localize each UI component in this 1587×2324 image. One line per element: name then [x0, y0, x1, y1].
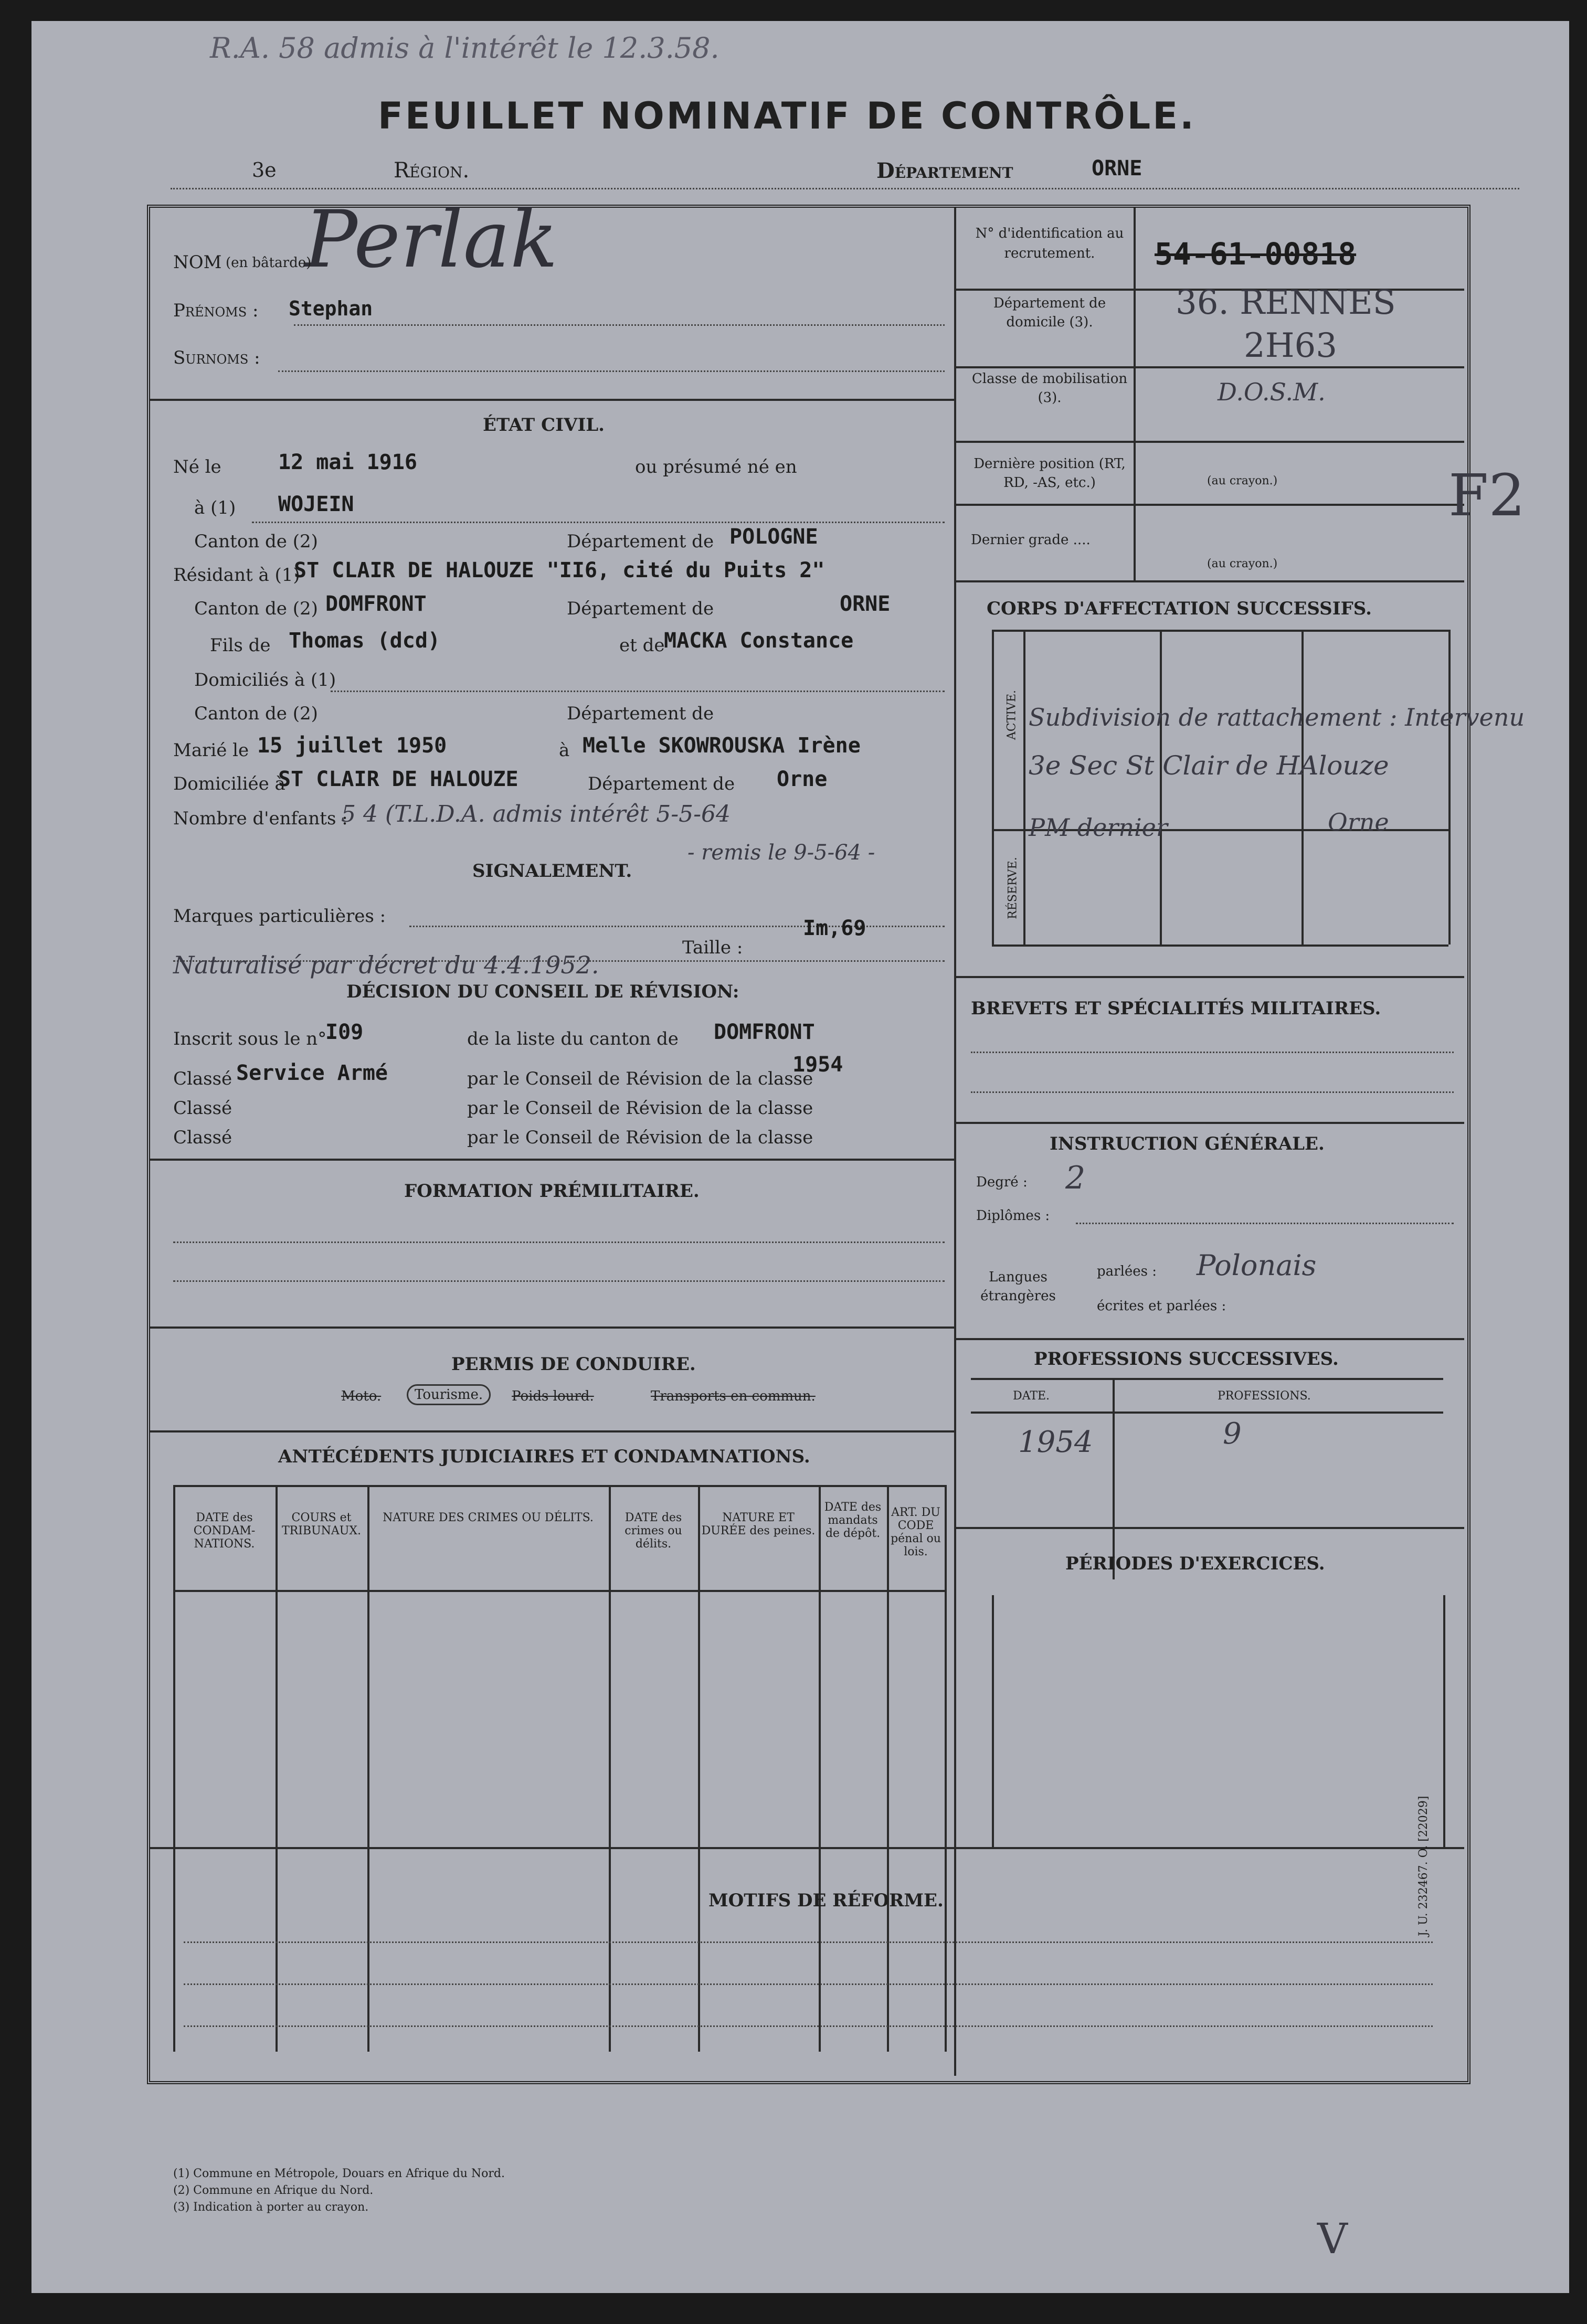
motifs-rule-3 [184, 2025, 1433, 2027]
departement-value: ORNE [1092, 156, 1142, 181]
domiciliee-label: Domiciliée à [173, 773, 285, 794]
dept-label: Département de [567, 531, 714, 552]
prenoms-label: Prénoms : [173, 300, 259, 321]
marie-label: Marié le [173, 740, 249, 761]
classe-label-2: Classé [173, 1098, 232, 1119]
antecedents-col-line [276, 1485, 278, 2052]
classe-mob-value: D.O.S.M. [1218, 378, 1326, 406]
antecedents-col-line [609, 1485, 611, 2052]
col-date-condamnations: DATE des CONDAM-NATIONS. [193, 1511, 256, 1551]
dept4-label: Département de [588, 773, 735, 794]
parlees-label: parlées : [1097, 1264, 1157, 1279]
right-section-rule [956, 1338, 1464, 1340]
epouse-value: Melle SKOWROUSKA Irène [583, 734, 861, 758]
permis-option-transports: Transports en commun. [651, 1388, 816, 1404]
corps-col-line [1302, 630, 1304, 945]
taille-label: Taille : [682, 937, 743, 958]
motifs-rule-1 [184, 1941, 1433, 1943]
nom-label: NOM [173, 252, 222, 273]
right-row-rule [956, 580, 1464, 582]
ne-le-value: 12 mai 1916 [278, 450, 417, 474]
section-rule [150, 399, 954, 401]
ecrites-label: écrites et parlées : [1097, 1298, 1226, 1314]
footnote-2: (2) Commune en Afrique du Nord. [173, 2184, 374, 2197]
brevets-heading: BREVETS ET SPÉCIALITÉS MILITAIRES. [971, 998, 1381, 1019]
nom-sub: (en bâtarde) [226, 255, 312, 271]
corps-col-line [1023, 630, 1025, 945]
dept-dom-label: Département de domicile (3). [993, 295, 1106, 330]
marie-value: 15 juillet 1950 [257, 734, 447, 758]
antecedents-table-top [173, 1485, 945, 1487]
formation-heading: FORMATION PRÉMILITAIRE. [404, 1181, 700, 1202]
taille-value: Im,69 [803, 916, 866, 940]
liste-value: DOMFRONT [714, 1020, 815, 1044]
antecedents-col-line [819, 1485, 821, 2052]
permis-option-moto: Moto. [341, 1388, 382, 1404]
periodes-col-line [992, 1595, 994, 1847]
a-label: à (1) [194, 497, 236, 518]
domicilies-rule [331, 691, 945, 692]
bottom-mark: V [1317, 2214, 1348, 2263]
section-rule [150, 1430, 954, 1432]
professions-header-rule [971, 1412, 1443, 1414]
langues-label: Langues étrangères [980, 1269, 1056, 1304]
corps-note-1: Subdivision de rattachement : Intervenu [1029, 703, 1525, 731]
parlees-value: Polonais [1197, 1249, 1317, 1282]
antecedents-header-rule [173, 1590, 945, 1592]
a-value: WOJEIN [278, 492, 354, 516]
au-crayon-2: (au crayon.) [1207, 557, 1278, 570]
antecedents-col-line [698, 1485, 700, 2052]
corps-col-line [1448, 630, 1451, 945]
et-de-label: et de [619, 635, 665, 656]
col-cours-tribunaux: COURS et TRIBUNAUX. [282, 1511, 361, 1537]
departement-label: Département [876, 158, 1013, 183]
degre-label: Degré : [976, 1174, 1028, 1190]
enfants-note: - remis le 9-5-64 - [687, 841, 875, 865]
id-value: 54-61-00818 [1155, 236, 1357, 272]
etat-civil-heading: ÉTAT CIVIL. [483, 415, 605, 436]
corps-heading: CORPS D'AFFECTATION SUCCESSIFS. [987, 598, 1372, 619]
dept3-label: Département de [567, 703, 714, 724]
dept-value: POLOGNE [729, 525, 818, 549]
section-rule [150, 1159, 954, 1161]
col-nature-crimes: NATURE DES CRIMES OU DÉLITS. [383, 1511, 594, 1524]
corps-note-4: Orne [1328, 808, 1389, 836]
motifs-rule-2 [184, 1983, 1433, 1985]
classe-mob-label: Classe de mobilisation (3). [971, 371, 1128, 406]
page-title: FEUILLET NOMINATIF DE CONTRÔLE. [378, 94, 1196, 137]
canton2-label: Canton de (2) [194, 598, 318, 619]
presume-label: ou présumé né en [635, 457, 797, 477]
id-label: N° d'identification au recrutement. [975, 226, 1124, 261]
periodes-col-line [1443, 1595, 1445, 1847]
corps-table-top [992, 630, 1448, 632]
right-label-divider [1134, 208, 1136, 580]
marques-label: Marques particulières : [173, 906, 386, 927]
antecedents-col-line [887, 1485, 889, 2052]
enfants-label: Nombre d'enfants : [173, 808, 348, 829]
domicilies-label: Domiciliés à (1) [194, 670, 336, 691]
section-rule [150, 1847, 1464, 1849]
footnote-1: (1) Commune en Métropole, Douars en Afrique du Nord. [173, 2167, 505, 2180]
right-row-rule [956, 441, 1464, 443]
col-date-mandats: DATE des mandats de dépôt. [824, 1501, 882, 1540]
canton2-value: DOMFRONT [325, 592, 427, 616]
corps-note-2: 3e Sec St Clair de HAlouze [1029, 750, 1389, 781]
professions-table-top [971, 1378, 1443, 1380]
prenoms-value: Stephan [289, 297, 373, 320]
region-number: 3e [252, 158, 277, 182]
derniere-label: Dernière position (RT, RD, -AS, etc.) [974, 456, 1126, 491]
diplomes-rule [1076, 1223, 1454, 1224]
conseil-label-1: par le Conseil de Révision de la classe [467, 1068, 813, 1089]
antecedents-col-line [173, 1485, 175, 2052]
right-section-rule [956, 1122, 1464, 1124]
au-crayon-1: (au crayon.) [1207, 474, 1278, 487]
top-annotation: R.A. 58 admis à l'intérêt le 12.3.58. [210, 31, 720, 65]
fils-label: Fils de [210, 635, 271, 656]
professions-col-line [1113, 1378, 1115, 1579]
brevets-rule-2 [971, 1091, 1454, 1093]
nom-value: Perlak [304, 194, 558, 285]
col-date-crimes: DATE des crimes ou délits. [625, 1511, 682, 1551]
mere-value: MACKA Constance [664, 629, 854, 653]
conseil-value: 1954 [792, 1053, 843, 1077]
corps-col-line [992, 630, 994, 945]
canton-label: Canton de (2) [194, 531, 318, 552]
permis-option-tourisme: Tourisme. [407, 1384, 491, 1405]
classe-label-1: Classé [173, 1068, 232, 1089]
dept4-value: Orne [777, 767, 828, 791]
footnote-3: (3) Indication à porter au crayon. [173, 2201, 369, 2214]
domiciliee-value: ST CLAIR DE HALOUZE [278, 767, 519, 791]
prenoms-rule [294, 324, 945, 326]
instruction-heading: INSTRUCTION GÉNÉRALE. [1050, 1133, 1325, 1154]
inscrit-value: I09 [325, 1020, 364, 1044]
periodes-heading: PÉRIODES D'EXERCICES. [1065, 1553, 1325, 1574]
region-label: Région. [394, 158, 470, 183]
col-nature-peines: NATURE ET DURÉE des peines. [701, 1511, 816, 1537]
dept2-label: Département de [567, 598, 714, 619]
resident-value: ST CLAIR DE HALOUZE "II6, cité du Puits 2" [294, 558, 825, 582]
fils-value: Thomas (dcd) [289, 629, 440, 653]
right-row-rule [956, 366, 1464, 368]
dept-dom-value-1: 36. RENNES [1176, 283, 1396, 322]
antecedents-heading: ANTÉCÉDENTS JUDICIAIRES ET CONDAMNATIONS. [278, 1446, 810, 1467]
conseil-label-3: par le Conseil de Révision de la classe [467, 1127, 813, 1148]
formation-rule-1 [173, 1241, 945, 1243]
date-col: DATE. [1013, 1389, 1050, 1403]
conseil-label-2: par le Conseil de Révision de la classe [467, 1098, 813, 1119]
header-rule [171, 188, 1519, 189]
signalement-heading: SIGNALEMENT. [472, 861, 632, 882]
enfants-value: 5 4 (T.L.D.A. admis intérêt 5-5-64 [341, 801, 731, 827]
corner-mark: F2 [1448, 462, 1526, 529]
right-row-rule [956, 504, 1464, 506]
prof-col: PROFESSIONS. [1218, 1389, 1311, 1403]
right-section-rule [956, 976, 1464, 978]
motifs-heading: MOTIFS DE RÉFORME. [708, 1890, 944, 1911]
permis-heading: PERMIS DE CONDUIRE. [451, 1354, 696, 1375]
permis-option-poids-lourd: Poids lourd. [512, 1388, 594, 1404]
column-divider [954, 208, 956, 2076]
active-label: ACTIVE. [1005, 689, 1019, 740]
resident-label: Résidant à (1) [173, 565, 300, 586]
canton3-label: Canton de (2) [194, 703, 318, 724]
surnoms-label: Surnoms : [173, 347, 260, 368]
professions-heading: PROFESSIONS SUCCESSIVES. [1034, 1349, 1339, 1370]
corps-table-bottom [992, 945, 1448, 947]
reserve-label: RÉSERVE. [1006, 857, 1020, 919]
classe-label-3: Classé [173, 1127, 232, 1148]
brevets-rule-1 [971, 1052, 1454, 1053]
surnoms-rule [278, 370, 945, 372]
naturalise-note: Naturalisé par décret du 4.4.1952. [173, 951, 599, 979]
ne-le-label: Né le [173, 457, 221, 477]
classe-value: Service Armé [236, 1061, 388, 1085]
a-rule [252, 522, 945, 523]
grade-label: Dernier grade .... [971, 532, 1091, 548]
col-art-code: ART. DU CODE pénal ou lois. [891, 1506, 941, 1558]
side-code: J. U. 232467. O. [22029] [1417, 1796, 1430, 1936]
liste-label: de la liste du canton de [467, 1028, 679, 1049]
formation-rule-2 [173, 1280, 945, 1282]
section-rule [150, 1327, 954, 1329]
degre-value: 2 [1065, 1160, 1086, 1196]
corps-col-line [1160, 630, 1162, 945]
dept-dom-value-2: 2H63 [1244, 326, 1337, 365]
right-section-rule [956, 1527, 1464, 1529]
prof-date: 1954 [1018, 1425, 1093, 1459]
dept2-value: ORNE [840, 592, 891, 616]
revision-heading: DÉCISION DU CONSEIL DE RÉVISION: [346, 981, 739, 1002]
marie-a-label: à [559, 740, 570, 761]
form-sheet [31, 21, 1569, 2293]
antecedents-col-line [945, 1485, 947, 2052]
prof-value: 9 [1223, 1417, 1242, 1451]
antecedents-col-line [367, 1485, 369, 2052]
inscrit-label: Inscrit sous le n° [173, 1028, 327, 1049]
diplomes-label: Diplômes : [976, 1208, 1050, 1224]
corps-note-3: PM dernier [1029, 813, 1168, 842]
